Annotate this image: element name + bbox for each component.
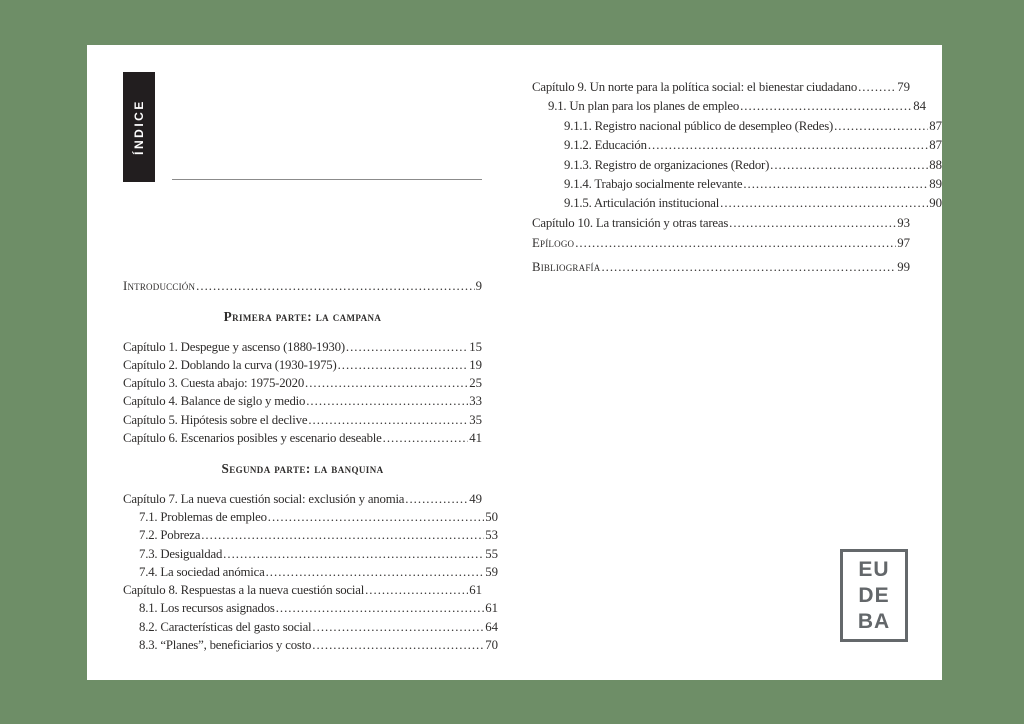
toc-entry (123, 429, 482, 447)
toc-entry-label: Capítulo 6. Escenarios posibles y escenario deseable (123, 431, 382, 446)
eudeba-logo (840, 549, 908, 642)
toc-entry (123, 490, 482, 508)
toc-leader-dots (858, 78, 896, 97)
toc-entry (123, 563, 498, 581)
eudeba-logo-line: EU (858, 557, 890, 581)
toc-leader-dots (834, 117, 928, 136)
toc-page-number: 53 (485, 528, 498, 543)
toc-page-number: 93 (897, 215, 910, 230)
toc-entry-label: 7.4. La sociedad anómica (139, 564, 265, 579)
toc-entry (532, 117, 942, 136)
toc-entry-label: Capítulo 7. La nueva cuestión social: exclusión y anomia (123, 491, 405, 506)
toc-leader-dots (648, 136, 928, 155)
toc-entry-label: Bibliografía (532, 259, 601, 274)
toc-page-number: 9 (475, 279, 482, 293)
toc-leader-dots (338, 356, 469, 374)
toc-leader-dots (405, 490, 468, 508)
toc-page-number: 50 (485, 509, 498, 524)
toc-entry-label: Epílogo (532, 236, 575, 251)
toc-right-column (532, 78, 942, 277)
toc-page-number: 41 (469, 431, 482, 446)
toc-page-number: 49 (469, 491, 482, 506)
toc-leader-dots (312, 618, 484, 636)
book-spread (87, 45, 942, 680)
toc-entry-label: 8.2. Características del gasto social (139, 619, 312, 634)
toc-entry (123, 526, 498, 544)
toc-leader-dots (305, 374, 468, 392)
toc-entry-label: 9.1.2. Educación (564, 138, 647, 153)
toc-leader-dots (266, 563, 485, 581)
toc-page-number: 15 (469, 339, 482, 354)
toc-entry (123, 356, 482, 374)
toc-leader-dots (276, 599, 485, 617)
toc-entry (123, 599, 498, 617)
indice-tab (123, 72, 155, 182)
toc-page-number: 25 (469, 376, 482, 391)
toc-entry (123, 392, 482, 410)
toc-entry (532, 258, 910, 277)
toc-page-number: 87 (929, 118, 942, 133)
toc-entry-label: Introducción (123, 279, 196, 293)
toc-leader-dots (575, 234, 896, 253)
toc-page-number: 61 (485, 601, 498, 616)
toc-entry (532, 175, 942, 194)
toc-entry-label: 8.1. Los recursos asignados (139, 601, 275, 616)
toc-leader-dots (268, 508, 484, 526)
toc-entry-label: 9.1.3. Registro de organizaciones (Redor) (564, 157, 770, 172)
toc-leader-dots (346, 338, 468, 356)
toc-page-number: 88 (929, 157, 942, 172)
toc-entry-label: Capítulo 1. Despegue y ascenso (1880-1930) (123, 339, 345, 354)
toc-leader-dots (383, 429, 469, 447)
toc-page-number: 79 (897, 80, 910, 94)
toc-leader-dots (770, 156, 928, 175)
toc-entry-label: Capítulo 5. Hipótesis sobre el declive (123, 412, 308, 427)
toc-entry-label: Capítulo 9. Un norte para la política social: el bienestar ciudadano (532, 80, 858, 94)
indice-tab-label: ÍNDICE (132, 99, 146, 155)
toc-page-number: 99 (897, 259, 910, 274)
toc-page-number: 87 (929, 138, 942, 153)
toc-leader-dots (365, 581, 468, 599)
toc-entry (123, 374, 482, 392)
toc-entry-label: 9.1.1. Registro nacional público de desempleo (Redes) (564, 118, 834, 133)
toc-entry (123, 545, 498, 563)
toc-leader-dots (729, 214, 896, 233)
toc-page-number: 90 (929, 196, 942, 211)
toc-entry-label: Capítulo 8. Respuestas a la nueva cuestión social (123, 583, 365, 598)
toc-entry (123, 338, 482, 356)
toc-entry-label: Capítulo 10. La transición y otras tareas (532, 215, 729, 230)
toc-leader-dots (312, 636, 484, 654)
eudeba-logo-line: BA (857, 609, 891, 633)
toc-leader-dots (720, 194, 928, 213)
toc-page-number: 19 (469, 357, 482, 372)
toc-entry-label: 7.2. Pobreza (139, 528, 201, 543)
toc-entry-label: 9.1.4. Trabajo socialmente relevante (564, 177, 743, 192)
toc-entry (532, 97, 926, 116)
toc-page-number: 59 (485, 564, 498, 579)
toc-entry (123, 618, 498, 636)
toc-leader-dots (201, 526, 484, 544)
toc-entry-label: Capítulo 4. Balance de siglo y medio (123, 394, 306, 409)
toc-entry (123, 508, 498, 526)
toc-page-number: 89 (929, 177, 942, 192)
toc-leader-dots (308, 411, 468, 429)
toc-entry (532, 156, 942, 175)
toc-entry-label: Capítulo 3. Cuesta abajo: 1975-2020 (123, 376, 305, 391)
toc-leader-dots (743, 175, 928, 194)
toc-entry (123, 411, 482, 429)
toc-entry-label: 7.1. Problemas de empleo (139, 509, 267, 524)
toc-entry-label: 9.1. Un plan para los planes de empleo (548, 99, 740, 114)
toc-entry (532, 78, 910, 97)
toc-page-number: 84 (913, 99, 926, 114)
toc-entry (123, 636, 498, 654)
toc-entry-label: 7.3. Desigualdad (139, 546, 223, 561)
toc-entry (532, 136, 942, 155)
toc-entry (123, 277, 482, 295)
toc-page-number: 55 (485, 546, 498, 561)
toc-page-number: 35 (469, 412, 482, 427)
toc-entry (532, 194, 942, 213)
part-heading: Segunda parte: la banquina (221, 461, 384, 477)
toc-page-number: 61 (469, 583, 482, 598)
toc-entry (123, 581, 482, 599)
toc-page-number: 97 (897, 236, 910, 251)
header-rule (172, 179, 482, 180)
toc-page-number: 33 (469, 394, 482, 409)
toc-leader-dots (196, 277, 474, 295)
toc-entry (532, 214, 910, 233)
toc-page-number: 70 (485, 638, 498, 653)
toc-leader-dots (601, 258, 896, 277)
toc-page-number: 64 (485, 619, 498, 634)
toc-leader-dots (306, 392, 468, 410)
toc-entry-label: Capítulo 2. Doblando la curva (1930-1975) (123, 357, 337, 372)
toc-leader-dots (223, 545, 484, 563)
toc-entry-label: 9.1.5. Articulación institucional (564, 196, 720, 211)
toc-leader-dots (740, 97, 912, 116)
eudeba-logo-line: DE (858, 583, 890, 607)
toc-left-column (123, 277, 498, 654)
part-heading: Primera parte: la campana (223, 309, 382, 325)
toc-entry-label: 8.3. “Planes”, beneficiarios y costo (139, 638, 312, 653)
toc-entry (532, 234, 910, 253)
